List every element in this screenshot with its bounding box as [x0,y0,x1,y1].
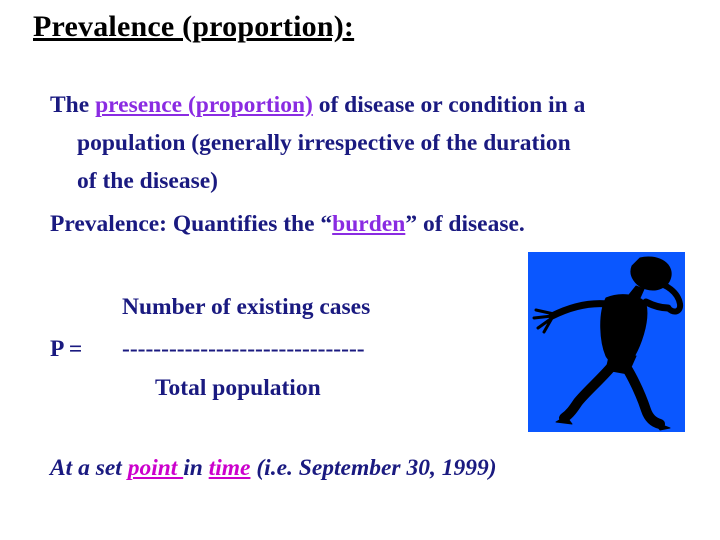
formula-divider: ------------------------------- [122,336,365,362]
quantifies-tail: ” of disease. [405,211,525,237]
burden-highlight: burden [332,211,406,237]
timepoint-mid: in [183,455,209,481]
stressed-person-silhouette [528,252,685,432]
stressed-person-icon [528,252,685,432]
slide-title: Prevalence (proportion): [33,10,355,43]
definition-line-1 [50,92,585,119]
time-highlight: time [208,455,251,481]
timepoint-line [50,455,497,482]
formula-label: P = [50,336,83,362]
timepoint-tail: (i.e. September 30, 1999) [250,455,497,481]
formula-denominator: Total population [155,375,321,401]
presence-highlight: presence (proportion) [95,92,313,118]
point-highlight: point [127,455,184,481]
definition-line-3: of the disease) [77,168,218,194]
definition-line-2: population (generally irrespective of the duration [77,130,571,156]
quantifies-line [50,211,525,238]
formula-numerator: Number of existing cases [122,294,371,320]
timepoint-lead: At a set [50,455,128,481]
definition-lead: The [50,92,96,118]
quantifies-lead: Prevalence: Quantifies the “ [50,211,333,237]
definition-rest: of disease or condition in a [312,92,586,118]
